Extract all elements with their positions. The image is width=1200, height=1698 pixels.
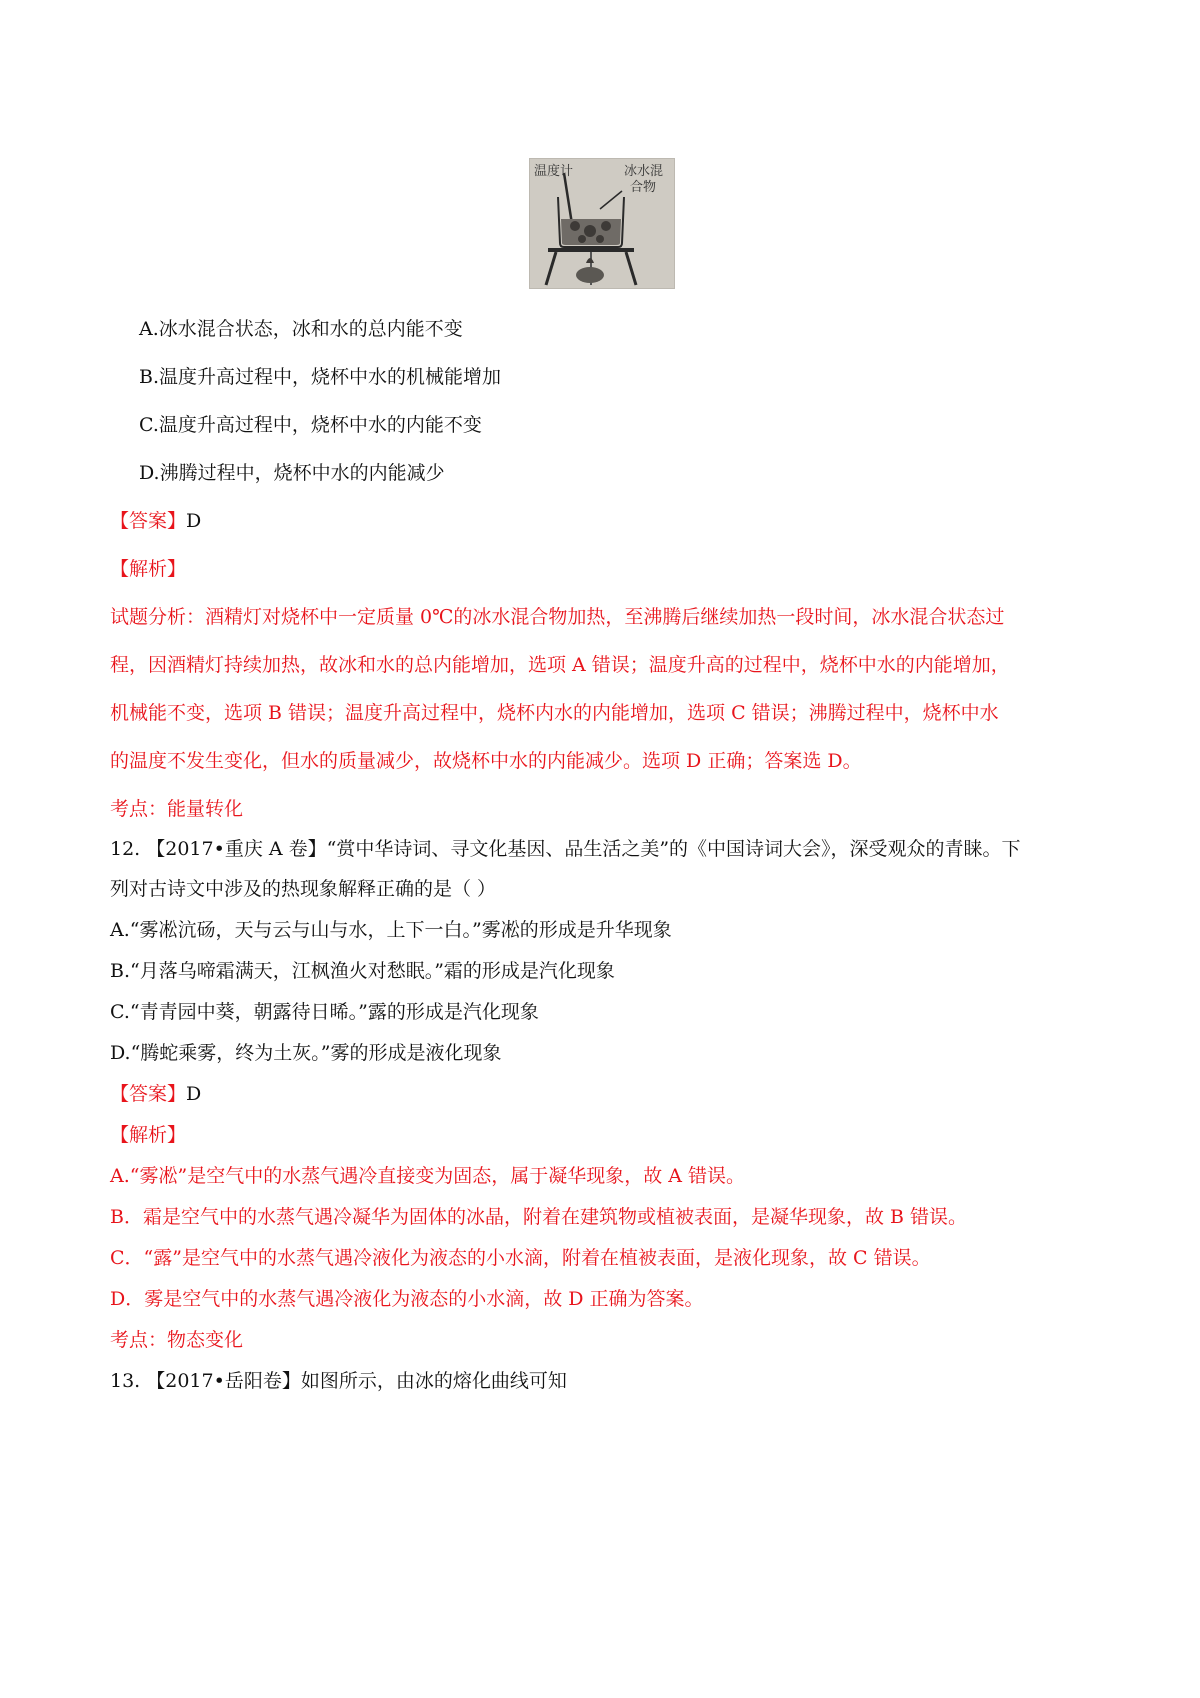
q11-analysis-line-2: 程，因酒精灯持续加热，故冰和水的总内能增加，选项 A 错误；温度升高的过程中，烧杯中水的内能增加， [110, 654, 1010, 676]
q12-stem-line-1: 12. 【2017•重庆 A 卷】“赏中华诗词、寻文化基因、品生活之美”的《中国诗词大会》，深受观众的青睐。下 [110, 838, 1021, 860]
q11-answer-value: D [186, 510, 202, 532]
q12-analysis-line-4: D．雾是空气中的水蒸气遇冷液化为液态的小水滴，故 D 正确为答案。 [110, 1288, 704, 1310]
q11-analysis-tag: 【解析】 [110, 558, 187, 580]
q13-stem: 13. 【2017•岳阳卷】如图所示，由冰的熔化曲线可知 [110, 1370, 567, 1392]
experiment-figure [529, 158, 675, 289]
q11-option-c: C.温度升高过程中，烧杯中水的内能不变 [139, 414, 482, 436]
q12-kaodian: 考点：物态变化 [110, 1329, 244, 1351]
q11-option-a: A.冰水混合状态，冰和水的总内能不变 [139, 318, 463, 340]
q11-answer-line [110, 508, 201, 534]
q11-kaodian: 考点：能量转化 [110, 798, 244, 820]
q11-option-d: D.沸腾过程中，烧杯中水的内能减少 [139, 462, 445, 484]
q11-option-b: B.温度升高过程中，烧杯中水的机械能增加 [139, 366, 502, 388]
q12-stem-line-2: 列对古诗文中涉及的热现象解释正确的是（ ） [110, 878, 497, 900]
q12-option-c: C.“青青园中葵，朝露待日晞。”露的形成是汽化现象 [110, 1001, 539, 1023]
q12-analysis-line-3: C．“露”是空气中的水蒸气遇冷液化为液态的小水滴，附着在植被表面，是液化现象，故 C 错误。 [110, 1247, 931, 1269]
q11-analysis-line-3: 机械能不变，选项 B 错误；温度升高过程中，烧杯内水的内能增加，选项 C 错误；沸腾过程中，烧杯中水 [110, 702, 999, 724]
figure-label-mixture-line2: 合物 [630, 180, 657, 195]
q12-option-a: A.“雾凇沆砀，天与云与山与水，上下一白。”雾凇的形成是升华现象 [110, 919, 672, 941]
figure-label-thermometer: 温度计 [534, 164, 574, 179]
q12-option-b: B.“月落乌啼霜满天，江枫渔火对愁眠。”霜的形成是汽化现象 [110, 960, 615, 982]
q12-analysis-line-1: A.“雾凇”是空气中的水蒸气遇冷直接变为固态，属于凝华现象，故 A 错误。 [110, 1165, 745, 1187]
q12-answer-tag: 【答案】 [110, 1083, 187, 1105]
q11-analysis-line-4: 的温度不发生变化，但水的质量减少，故烧杯中水的内能减少。选项 D 正确；答案选 D。 [110, 750, 862, 772]
q12-analysis-tag: 【解析】 [110, 1124, 187, 1146]
figure-label-mixture-line1: 冰水混 [624, 164, 664, 179]
q12-answer-line [110, 1081, 201, 1107]
q12-analysis-line-2: B．霜是空气中的水蒸气遇冷凝华为固体的冰晶，附着在建筑物或植被表面，是凝华现象，故 B 错误。 [110, 1206, 968, 1228]
q11-answer-tag: 【答案】 [110, 510, 187, 532]
q12-option-d: D.“腾蛇乘雾，终为土灰。”雾的形成是液化现象 [110, 1042, 502, 1064]
q11-analysis-line-1: 试题分析：酒精灯对烧杯中一定质量 0℃的冰水混合物加热，至沸腾后继续加热一段时间，冰水混合状态过 [110, 606, 1005, 628]
q12-answer-value: D [186, 1083, 202, 1105]
